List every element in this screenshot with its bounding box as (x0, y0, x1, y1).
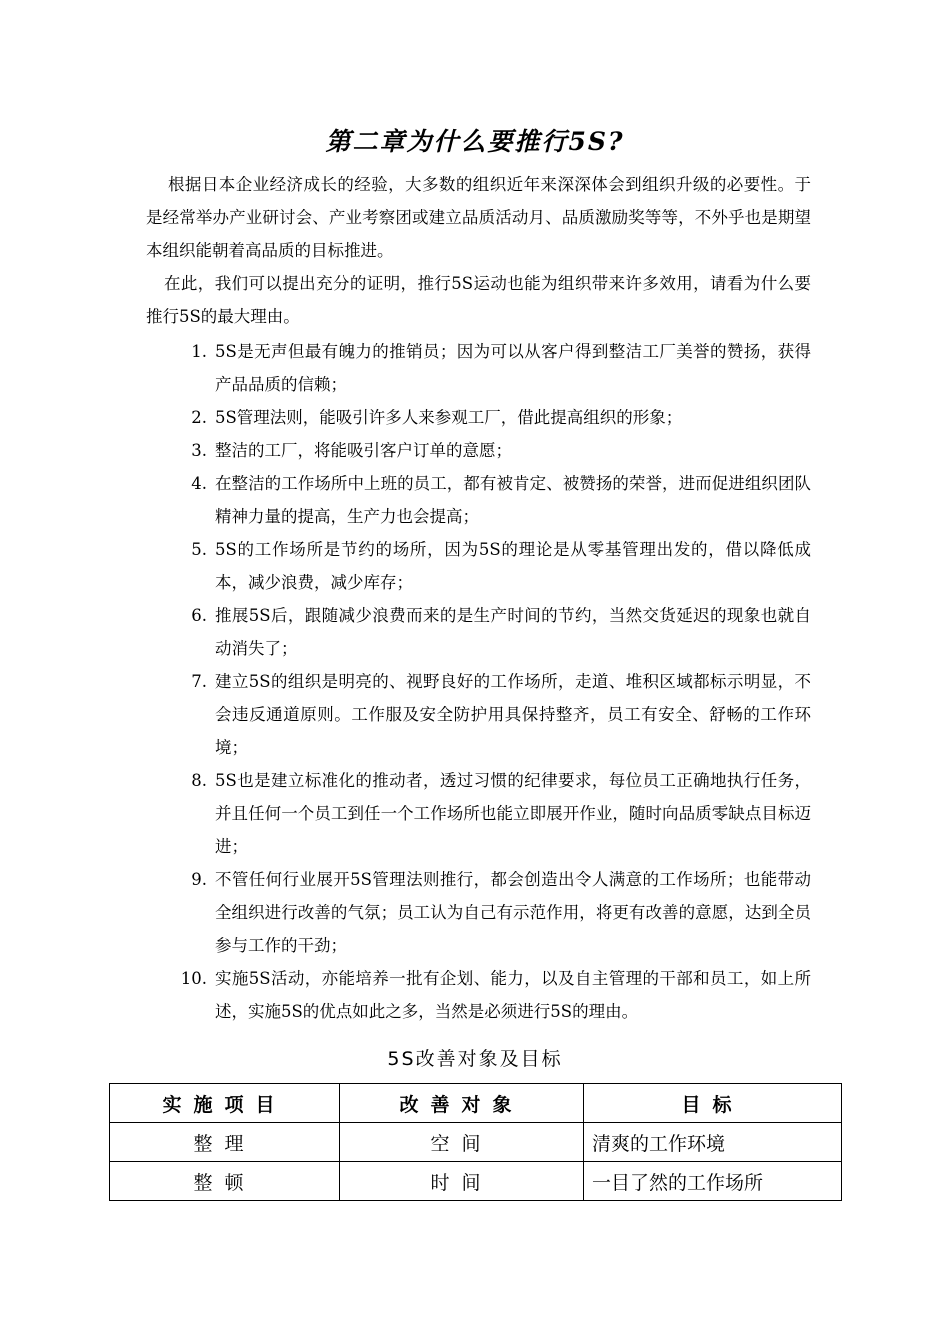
list-text: 5S的工作场所是节约的场所，因为5S的理论是从零基管理出发的，借以降低成本，减少浪费，减少库存； (215, 540, 811, 592)
list-text: 5S也是建立标准化的推动者，透过习惯的纪律要求，每位员工正确地执行任务，并且任何一个员工到任一个工作场所也能立即展开作业，随时向品质零缺点目标迈进； (215, 771, 811, 856)
table-cell: 一目了然的工作场所 (584, 1162, 842, 1201)
header-cell-goal: 目标 (584, 1084, 842, 1123)
list-item (146, 764, 811, 863)
table-cell: 空间 (340, 1123, 584, 1162)
list-number: 3. (191, 441, 207, 460)
list-number: 9. (191, 870, 207, 889)
list-item (146, 863, 811, 962)
table-cell: 时间 (340, 1162, 584, 1201)
table-header-row (110, 1084, 842, 1123)
list-number: 10. (180, 969, 207, 988)
header-cell-object: 改善对象 (340, 1084, 584, 1123)
list-number: 1. (191, 342, 207, 361)
chapter-title: 第二章为什么要推行5S? (325, 127, 625, 156)
list-text: 实施5S活动，亦能培养一批有企划、能力，以及自主管理的干部和员工，如上所述，实施5S的优点如此之多，当然是必须进行5S的理由。 (215, 969, 811, 1021)
header-cell-item: 实施项目 (110, 1084, 340, 1123)
list-text: 5S是无声但最有魄力的推销员；因为可以从客户得到整洁工厂美誉的赞扬，获得产品品质的信赖； (215, 342, 811, 394)
list-text: 整洁的工厂，将能吸引客户订单的意愿； (215, 441, 512, 460)
list-number: 2. (191, 408, 207, 427)
intro-paragraph: 根据日本企业经济成长的经验，大多数的组织近年来深深体会到组织升级的必要性。于是经常举办产业研讨会、产业考察团或建立品质活动月、品质激励奖等等，不外乎也是期望本组织能朝着高品质的目标推进。 (146, 175, 811, 260)
list-item (146, 599, 811, 665)
list-item (146, 665, 811, 764)
table-cell: 整顿 (110, 1162, 340, 1201)
list-number: 6. (191, 606, 207, 625)
list-text: 推展5S后，跟随减少浪费而来的是生产时间的节约，当然交货延迟的现象也就自动消失了； (215, 606, 811, 658)
list-item (146, 467, 811, 533)
list-item (146, 401, 811, 434)
list-number: 5. (191, 540, 207, 559)
list-item (146, 335, 811, 401)
list-text: 5S管理法则，能吸引许多人来参观工厂，借此提高组织的形象； (215, 408, 683, 427)
list-item (146, 962, 811, 1028)
table-row (110, 1162, 842, 1201)
table-caption: 5S改善对象及目标 (387, 1048, 563, 1070)
list-text: 在整洁的工作场所中上班的员工，都有被肯定、被赞扬的荣誉，进而促进组织团队精神力量的提高，生产力也会提高； (215, 474, 811, 526)
table-cell: 整理 (110, 1123, 340, 1162)
improvement-table (109, 1083, 842, 1201)
evidence-paragraph: 在此，我们可以提出充分的证明，推行5S运动也能为组织带来许多效用，请看为什么要推行5S的最大理由。 (146, 274, 811, 326)
reasons-list (146, 335, 811, 1028)
list-text: 建立5S的组织是明亮的、视野良好的工作场所，走道、堆积区域都标示明显，不会违反通道原则。工作服及安全防护用具保持整齐，员工有安全、舒畅的工作环境； (215, 672, 811, 757)
list-text: 不管任何行业展开5S管理法则推行，都会创造出令人满意的工作场所；也能带动全组织进行改善的气氛；员工认为自己有示范作用，将更有改善的意愿，达到全员参与工作的干劲； (215, 870, 811, 955)
list-number: 8. (191, 771, 207, 790)
list-item (146, 533, 811, 599)
list-number: 7. (191, 672, 207, 691)
table-row (110, 1123, 842, 1162)
table-cell: 清爽的工作环境 (584, 1123, 842, 1162)
list-item (146, 434, 811, 467)
list-number: 4. (191, 474, 207, 493)
